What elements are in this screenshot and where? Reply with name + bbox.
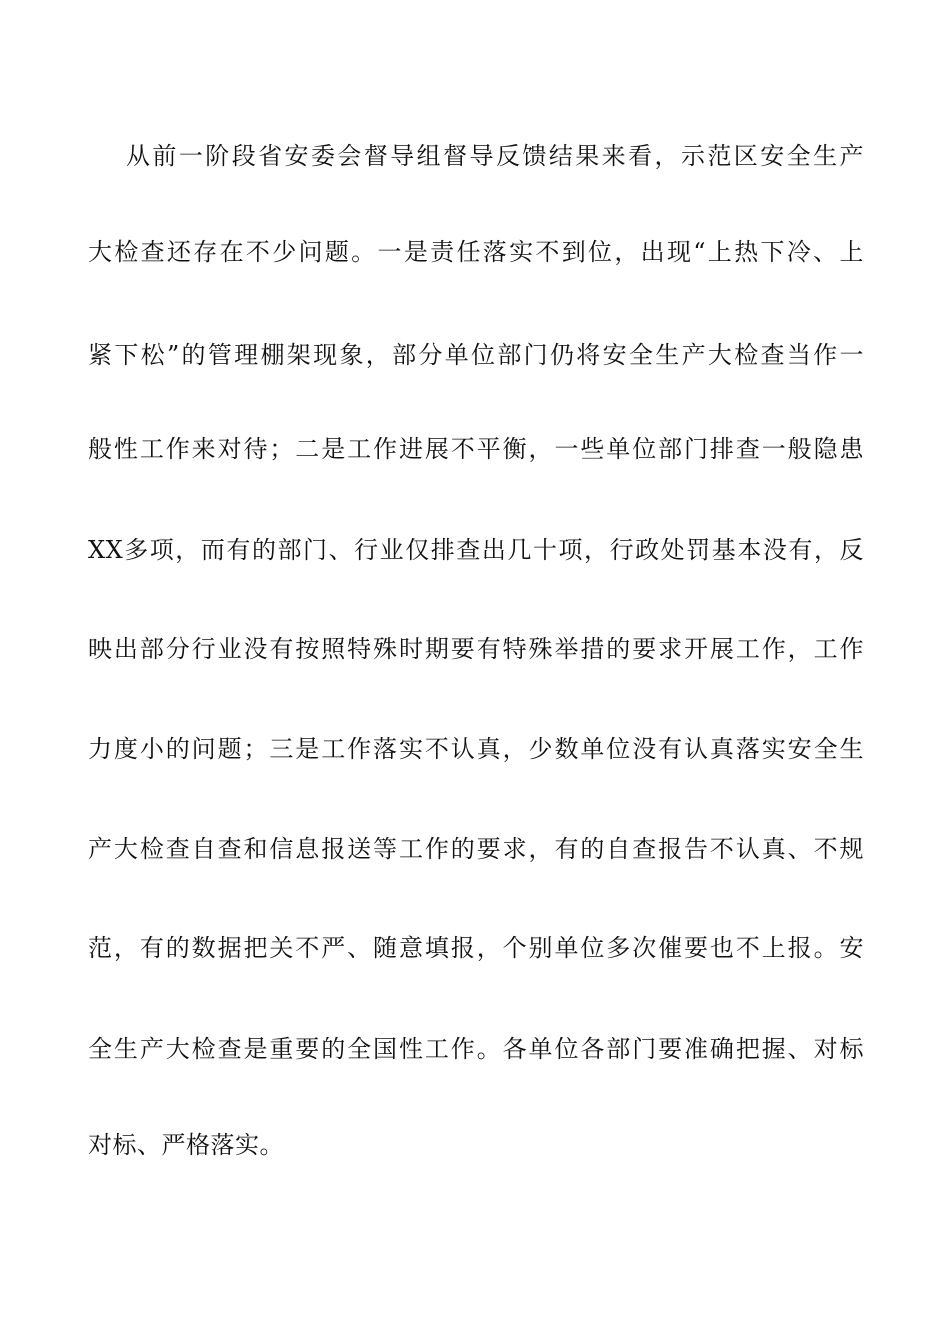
paragraph-line-7: 力度小的问题；三是工作落实不认真，少数单位没有认真落实安全生 [88, 735, 864, 763]
paragraph-line-1: 从前一阶段省安委会督导组督导反馈结果来看，示范区安全生产 [126, 142, 864, 170]
paragraph-line-6: 映出部分行业没有按照特殊时期要有特殊举措的要求开展工作，工作 [88, 635, 864, 663]
paragraph-line-5: XX多项，而有的部门、行业仅排查出几十项，行政处罚基本没有，反 [88, 536, 864, 564]
paragraph-line-4: 般性工作来对待；二是工作进展不平衡，一些单位部门排查一般隐患 [88, 435, 864, 463]
paragraph-line-2: 大检查还存在不少问题。一是责任落实不到位，出现“上热下冷、上 [88, 238, 864, 266]
paragraph-line-8: 产大检查自查和信息报送等工作的要求，有的自查报告不认真、不规 [88, 835, 864, 863]
paragraph-line-11: 对标、严格落实。 [88, 1131, 284, 1159]
paragraph-line-3: 紧下松”的管理棚架现象，部分单位部门仍将安全生产大检查当作一 [88, 341, 864, 369]
paragraph-line-10: 全生产大检查是重要的全国性工作。各单位各部门要准确把握、对标 [88, 1035, 864, 1063]
paragraph-line-9: 范，有的数据把关不严、随意填报，个别单位多次催要也不上报。安 [88, 934, 864, 962]
